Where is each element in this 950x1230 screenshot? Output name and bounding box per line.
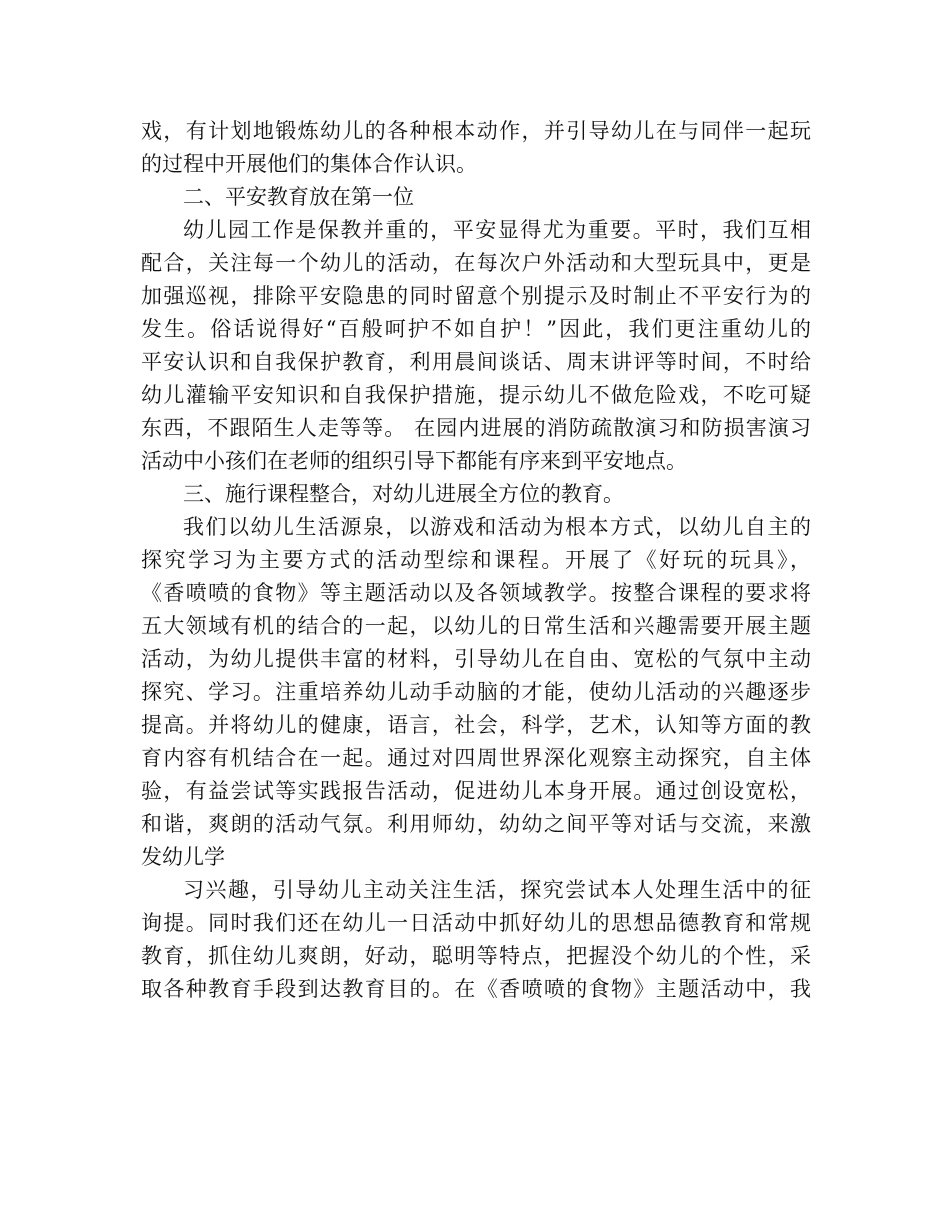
text-line: 探究学习为主要方式的活动型综和课程。开展了《好玩的玩具》， [141, 548, 811, 572]
text-line: 活动，为幼儿提供丰富的材料，引导幼儿在自由、宽松的气氛中主动 [141, 647, 811, 671]
text-line: 验，有益尝试等实践报告活动，促进幼儿本身开展。通过创设宽松， [141, 779, 811, 803]
text-line: 和谐，爽朗的活动气氛。利用师幼，幼幼之间平等对话与交流，来激 [141, 812, 811, 836]
text-line: 习兴趣，引导幼儿主动关注生活，探究尝试本人处理生活中的征 [183, 878, 811, 902]
text-line: 取各种教育手段到达教育目的。在《香喷喷的食物》主题活动中，我 [141, 977, 811, 1001]
section-heading: 三、施行课程整合，对幼儿进展全方位的教育。 [183, 482, 624, 506]
text-line: 加强巡视，排除平安隐患的同时留意个别提示及时制止不平安行为的 [141, 284, 811, 308]
text-line: 探究、学习。注重培养幼儿动手动脑的才能，使幼儿活动的兴趣逐步 [141, 680, 811, 704]
text-line: 发生。俗话说得好“百般呵护不如自护！”因此，我们更注重幼儿的 [141, 317, 811, 341]
text-line: 发幼儿学 [141, 845, 225, 869]
text-line: 育内容有机结合在一起。通过对四周世界深化观察主动探究，自主体 [141, 746, 811, 770]
text-line: 《香喷喷的食物》等主题活动以及各领域教学。按整合课程的要求将 [141, 581, 811, 605]
text-line: 配合，关注每一个幼儿的活动，在每次户外活动和大型玩具中，更是 [141, 251, 811, 275]
text-line: 提高。并将幼儿的健康，语言，社会，科学，艺术，认知等方面的教 [141, 713, 811, 737]
text-line: 活动中小孩们在老师的组织引导下都能有序来到平安地点。 [141, 449, 687, 473]
text-line: 平安认识和自我保护教育，利用晨间谈话、周末讲评等时间，不时给 [141, 350, 811, 374]
text-line: 询提。同时我们还在幼儿一日活动中抓好幼儿的思想品德教育和常规 [141, 911, 811, 935]
text-line: 教育，抓住幼儿爽朗，好动，聪明等特点，把握没个幼儿的个性，采 [141, 944, 811, 968]
text-line: 戏，有计划地锻炼幼儿的各种根本动作，并引导幼儿在与同伴一起玩 [141, 119, 811, 143]
text-line: 的过程中开展他们的集体合作认识。 [141, 152, 477, 176]
text-line: 五大领域有机的结合的一起，以幼儿的日常生活和兴趣需要开展主题 [141, 614, 811, 638]
section-heading: 二、平安教育放在第一位 [183, 185, 414, 209]
text-line: 东西，不跟陌生人走等等。 在园内进展的消防疏散演习和防损害演习 [141, 416, 811, 440]
text-line: 幼儿灌输平安知识和自我保护措施，提示幼儿不做危险戏，不吃可疑 [141, 383, 811, 407]
text-line: 幼儿园工作是保教并重的，平安显得尤为重要。平时，我们互相 [183, 218, 811, 242]
text-line: 我们以幼儿生活源泉，以游戏和活动为根本方式，以幼儿自主的 [183, 515, 811, 539]
document-body [141, 115, 811, 1006]
